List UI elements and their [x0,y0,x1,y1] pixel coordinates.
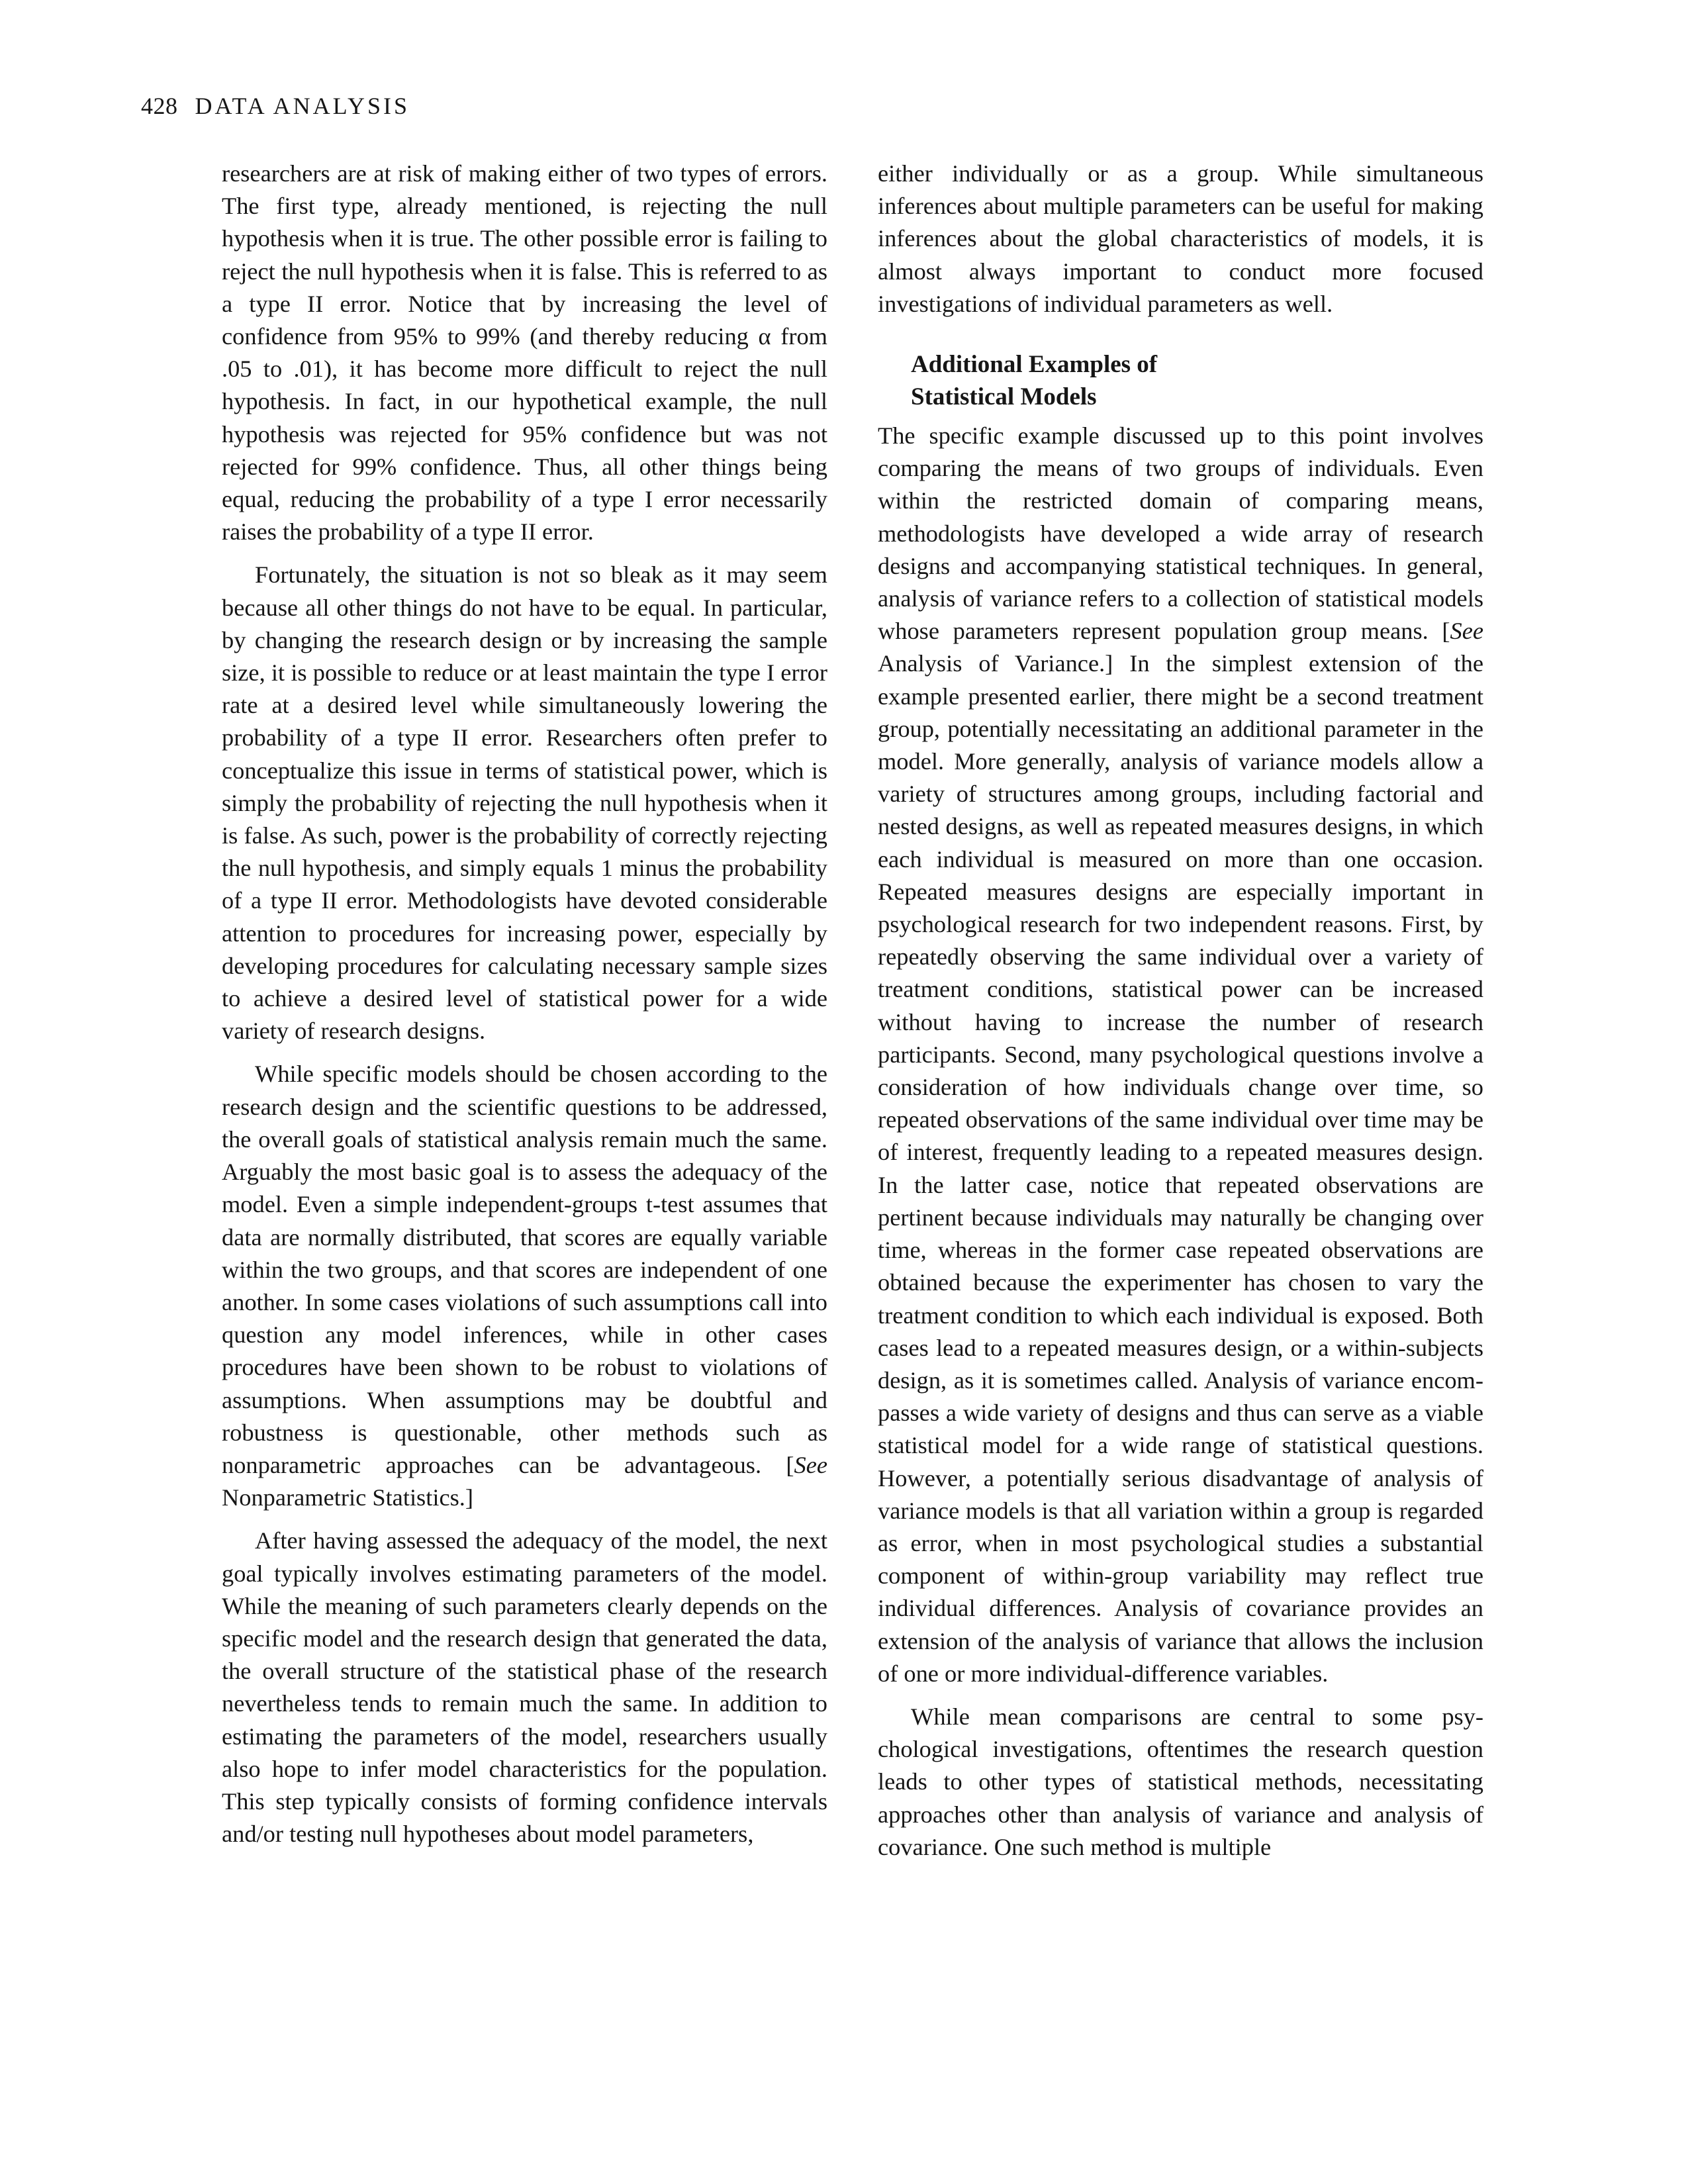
see-reference-italic: See [794,1451,827,1478]
see-reference-italic: See [1450,618,1483,645]
section-title: DATA ANALYSIS [195,93,410,119]
section-heading-line-2: Statistical Models [911,383,1097,411]
paragraph-analysis-of-variance-rest: Analysis of Variance.] In the simplest extension of the example presented earlier, there might be a second treatment group, potentially necessitating an additional parameter in the model. More generally, analysis of variance models allow a variety of structures among groups, including factorial and nested designs, as well as repeated measures designs, in which each individual is measured on more than one occasion. Repeated measures designs are especially important in psychological research for two independent reasons. First, by repeatedly observing the same individual over a variety of treatment conditions, statistical power can be increased without having to increase the number of research participants. Second, many psychological questions involve a consideration of how individuals change over time, so repeated observations of the same individual over time may be of interest, frequently leading to a repeated measures design. In the latter case, notice that repeated observations are pertinent because individuals may naturally be changing over time, whereas in the former case repeated observations are obtained because the experimenter has chosen to vary the treatment condition to which each individual is exposed. Both cases lead to a repeated measures design, or a within-subjects design, as it is sometimes called. Analysis of variance encompasses a wide variety of designs and thus can serve as a viable statistical model for a wide range of statistical questions. However, a potentially serious disadvantage of analysis of variance models is that all variation within a group is regarded as error, when in most psychological studies a substantial component of within-group variability may reflect true individual differences. Analysis of covariance provides an extension of the analysis of variance that allows the inclusion of one or more individual-difference variables. [878,650,1483,1687]
paragraph-estimating-parameters: After having assessed the adequacy of the model, the next goal typically involves estimating parameters of the model. While the meaning of such parameters clearly depends on the specific model and the research design that generated the data, the overall structure of the statistical phase of the research nevertheless tends to remain much the same. In addition to estimating the parameters of the model, researchers usually also hope to infer model characteristics for the population. This step typically consists of forming confidence intervals and/or testing null hypotheses about model parameters, [222,1527,827,1848]
section-heading-line-1: Additional Examples of [911,351,1158,379]
running-head [141,91,410,120]
paragraph-simultaneous-inferences: either individually or as a group. While simultaneous inferences about multiple parameters can be useful for making inferences about the global characteristics of models, it is almost always important to conduct more focused investigations of individual parameters as well. [878,160,1483,317]
page-number: 428 [141,93,178,119]
paragraph-statistical-power: Fortunately, the situation is not so bleak as it may seem because all other things do not have to be equal. In particular, by changing the research design or by increasing the sample size, it is possible to reduce or at least maintain the type I error rate at a desired level while simultaneously lowering the probability of a type II error. Researchers often prefer to conceptualize this issue in terms of statistical power, which is simply the probability of rejecting the null hypothesis when it is false. As such, power is the probability of correctly rejecting the null hypothesis, and simply equals 1 minus the probability of a type II error. Methodologists have devoted considerable attention to procedures for increasing power, especially by developing procedures for calculating necessary sample sizes to achieve a desired level of statistical power for a wide variety of research designs. [222,561,827,1045]
right-column [878,158,1483,1874]
paragraph-model-adequacy-text: While specific models should be chosen according to the research design and the scientific questions to be addressed, the overall goals of statistical analysis remain much the same. Arguably the most basic goal is to assess the adequacy of the model. Even a simple independent-groups t-test assumes that data are normally distributed, that scores are equally variable within the two groups, and that scores are independent of one another. In some cases violations of such assumptions call into question any model inferences, while in other cases procedures have been shown to be robust to violations of assumptions. When assumptions may be doubtful and robustness is questionable, other methods such as nonparametric approaches can be advantageous. [ [222,1061,827,1478]
paragraph-mean-comparisons: While mean comparisons are central to some psychological investigations, oftentimes the research question leads to other types of statistical methods, necessitating approaches other than analysis of variance and analysis of covariance. One such method is multiple [878,1703,1483,1860]
left-column [222,158,827,1861]
cross-reference-nonparametric: Nonparametric Statistics.] [222,1484,473,1511]
paragraph-analysis-of-variance-text: The specific example discussed up to this point involves comparing the means of two groups of individuals. Even within the restricted domain of comparing means, methodologists have developed a wide array of research designs and accompanying statistical techniques. In general, analysis of variance refers to a collection of statistical models whose parameters represent population group means. [ [878,422,1483,645]
paragraph-analysis-of-variance [878,420,1483,1690]
section-heading [911,348,1483,413]
paragraph-type-errors: researchers are at risk of making either of two types of errors. The first type, already mentioned, is rejecting the null hypothesis when it is true. The other possible error is failing to reject the null hypothesis when it is false. This is referred to as a type II error. Notice that by increasing the level of confidence from 95% to 99% (and thereby reducing α from .05 to .01), it has become more difficult to reject the null hypothesis. In fact, in our hypothetical example, the null hypothesis was rejected for 95% confidence but was not rejected for 99% confidence. Thus, all other things being equal, reducing the probability of a type I error necessarily raises the probability of a type II error. [222,160,827,546]
paragraph-model-adequacy [222,1058,827,1514]
